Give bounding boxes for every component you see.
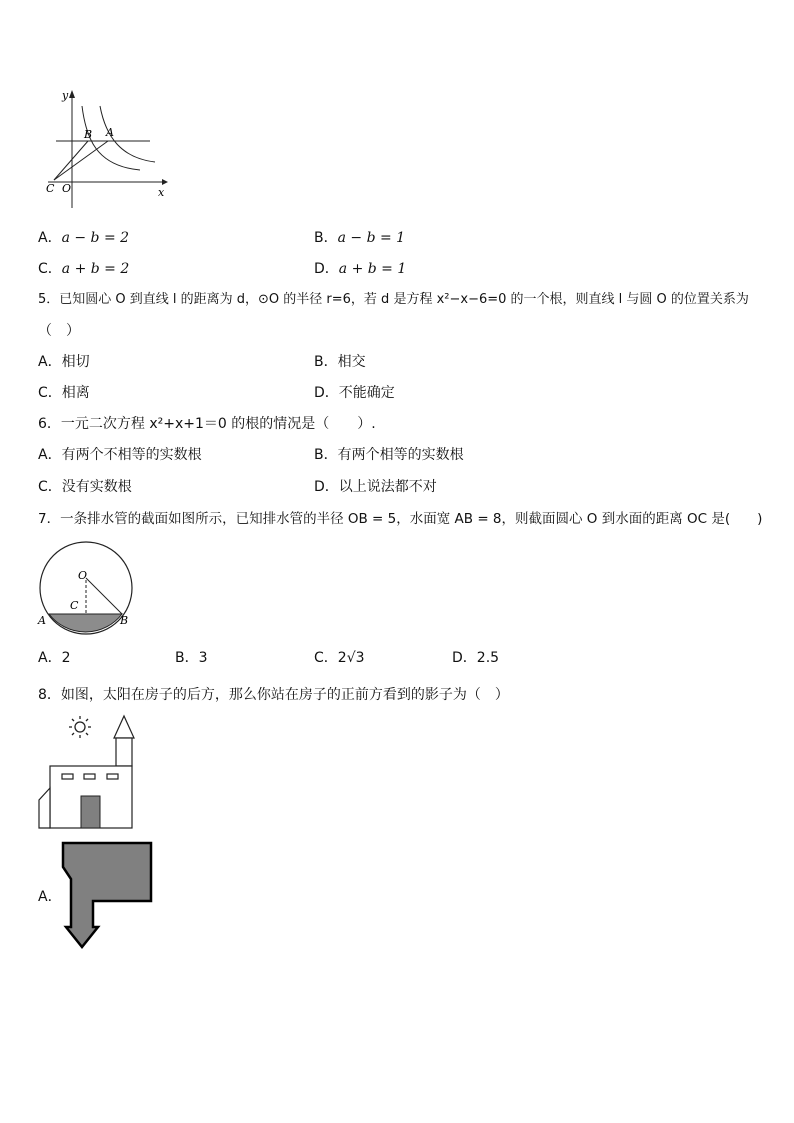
shadow-shape xyxy=(63,843,151,947)
q5-option-a[interactable]: A．相切 xyxy=(38,354,90,370)
door xyxy=(81,796,100,828)
point-o-label: O xyxy=(62,182,72,195)
chimney-roof xyxy=(114,716,134,738)
q7-option-b[interactable]: B．3 xyxy=(175,650,208,666)
q7-option-c[interactable]: C．2√3 xyxy=(314,650,365,666)
point-a-label: A xyxy=(106,126,114,139)
q4-figure xyxy=(40,88,170,208)
q6-option-d[interactable]: D．以上说法都不对 xyxy=(314,479,437,495)
q7-option-a[interactable]: A．2 xyxy=(38,650,71,666)
q4-option-b[interactable]: B．a − b = 1 xyxy=(314,230,406,246)
q6-option-a[interactable]: A．有两个不相等的实数根 xyxy=(38,447,202,463)
window-1 xyxy=(62,774,73,779)
segment-cb xyxy=(54,141,88,180)
label-o: O xyxy=(78,569,88,582)
label-c: C xyxy=(70,599,79,612)
q5-stem-line1: 5．已知圆心 O 到直线 l 的距离为 d，⊙O 的半径 r=6，若 d 是方程 x²−x−6=0 的一个根，则直线 l 与圆 O 的位置关系为 xyxy=(38,292,749,307)
house-side xyxy=(39,788,50,828)
q7-option-d[interactable]: D．2.5 xyxy=(452,650,500,666)
q6-option-b[interactable]: B．有两个相等的实数根 xyxy=(314,447,464,463)
q4-option-c[interactable]: C．a + b = 2 xyxy=(38,261,130,277)
x-axis-arrow xyxy=(162,179,168,185)
q8-option-a-shadow[interactable] xyxy=(60,840,156,952)
y-axis-label: y xyxy=(62,89,69,102)
q6-stem: 6．一元二次方程 x²+x+1＝0 的根的情况是（ ）. xyxy=(38,416,376,432)
chimney xyxy=(116,738,132,766)
q8-house-figure xyxy=(36,710,146,832)
window-2 xyxy=(84,774,95,779)
x-axis-label: x xyxy=(158,186,165,199)
radius-ob xyxy=(86,578,122,614)
label-b: B xyxy=(120,614,129,627)
q5-option-b[interactable]: B．相交 xyxy=(314,354,366,370)
sun-icon xyxy=(69,716,91,738)
q7-stem: 7．一条排水管的截面如图所示，已知排水管的半径 OB = 5，水面宽 AB = 8，则截面圆心 O 到水面的距离 OC 是( ) xyxy=(38,511,763,527)
point-c-label: C xyxy=(46,182,55,195)
window-3 xyxy=(107,774,118,779)
q4-option-d[interactable]: D．a + b = 1 xyxy=(314,261,407,277)
q8-stem: 8．如图，太阳在房子的后方，那么你站在房子的正前方看到的影子为（ ） xyxy=(38,687,509,703)
q7-pipe-figure xyxy=(34,544,134,644)
q6-option-c[interactable]: C．没有实数根 xyxy=(38,479,132,495)
point-b-label: B xyxy=(84,128,93,141)
q5-option-d[interactable]: D．不能确定 xyxy=(314,385,395,401)
water-segment xyxy=(49,614,122,632)
q4-option-a[interactable]: A．a − b = 2 xyxy=(38,230,130,246)
segment-ca xyxy=(54,141,108,180)
q8-option-a-letter[interactable]: A． xyxy=(38,889,62,905)
label-a: A xyxy=(38,614,46,627)
y-axis-arrow xyxy=(69,90,75,98)
q5-stem-line2: （ ） xyxy=(38,323,80,339)
q5-option-c[interactable]: C．相离 xyxy=(38,385,90,401)
